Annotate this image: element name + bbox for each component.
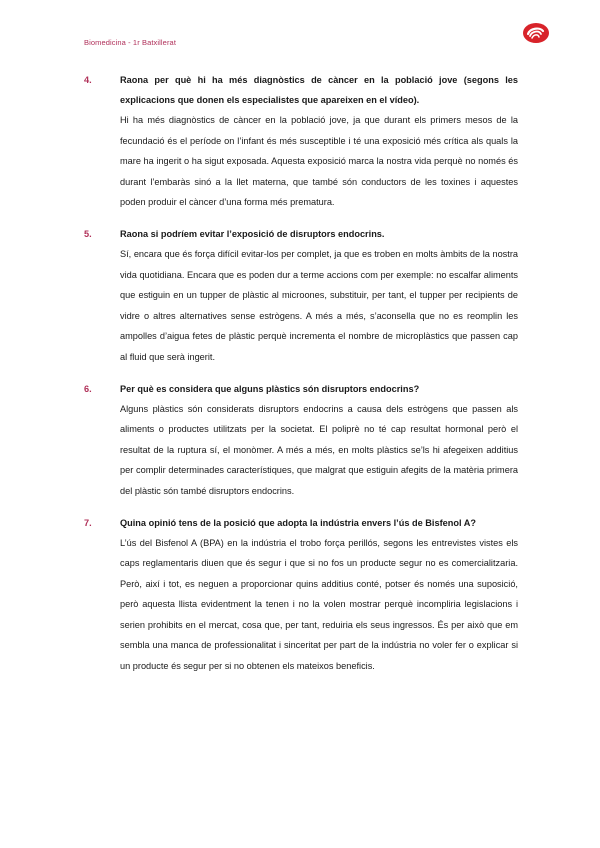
question-answer: L’ús del Bisfenol A (BPA) en la indústria el trobo força perillós, segons les entrevistes vistes els caps reglamentaris diuen que és segur i que si no fos un producte segur no es comercialitzaria. Però, així i tot, es neguen a proporcionar quins additius conté, potser és només una suposició, però aquesta llista evidentment la tenen i no la volen mostrar perquè incompliria legislacions i serien prohibits en el mercat, cosa que, per tant, reduiria els seus ingressos. És per això que em sembla una manca de professionalitat i sinceritat per part de la indústria no voler fer o explicar si un producte és segur per si no obtenen els mateixos beneficis. xyxy=(120,537,518,672)
spacer xyxy=(103,368,518,379)
brand-logo-icon xyxy=(522,22,550,44)
question-title: Raona per què hi ha més diagnòstics de càncer en la població jove (segons les explicacions que donen els especialistes que apareixen en el vídeo). xyxy=(120,75,518,105)
question-title: Per què es considera que alguns plàstics són disruptors endocrins? xyxy=(120,383,420,394)
document-body xyxy=(84,70,518,677)
question-number: 5. xyxy=(84,228,92,239)
question-7 xyxy=(84,513,518,677)
question-answer: Sí, encara que és força difícil evitar-los per complet, ja que es troben en molts àmbits de la nostra vida quotidiana. Encara que es poden dur a terme accions com per exemple: no escalfar aliments que estiguin en un tupper de plàstic al microones, substituir, per tant, el tupper per recipients de vidre o altres alternatives sense estrògens. A més a més, s’aconsella que no es reomplin les ampolles d’aigua fetes de plàstic perquè incrementa el nombre de microplàstics que passen cap al fluid que serà ingerit. xyxy=(120,248,518,362)
question-number: 6. xyxy=(84,383,92,394)
question-answer: Alguns plàstics són considerats disruptors endocrins a causa dels estrògens que passen als aliments o productes utilitzats per la societat. El poliprè no té cap resultat hormonal però el resultat de la ruptura sí, el monòmer. A més a més, en molts plàstics se’ls hi afegeixen additius per complir determinades característiques, que malgrat que estiguin afegits de la matèria primera del plàstic són també disruptors endocrins. xyxy=(120,403,518,496)
spacer xyxy=(103,502,518,513)
question-4 xyxy=(84,70,518,213)
question-6 xyxy=(84,379,518,502)
question-number: 7. xyxy=(84,517,92,528)
question-answer: Hi ha més diagnòstics de càncer en la població jove, ja que durant els primers mesos de la fecundació és el període on l’infant és més susceptible i té una exposició més crítica als quals la mare ha ingerit o ha sigut exposada. Aquesta exposició marca la nostra vida perquè no només és durant l’embaràs sinó a la llet materna, que també són conductors de les toxines i aquestes poden produir el càncer d’una forma més prematura. xyxy=(120,115,518,208)
question-5 xyxy=(84,224,518,368)
question-number: 4. xyxy=(84,75,92,85)
question-title: Quina opinió tens de la posició que adopta la indústria envers l’ús de Bisfenol A? xyxy=(120,517,476,528)
header-label: Biomedicina - 1r Batxillerat xyxy=(84,38,177,47)
question-title: Raona si podríem evitar l’exposició de disruptors endocrins. xyxy=(120,228,385,239)
spacer xyxy=(103,213,518,224)
